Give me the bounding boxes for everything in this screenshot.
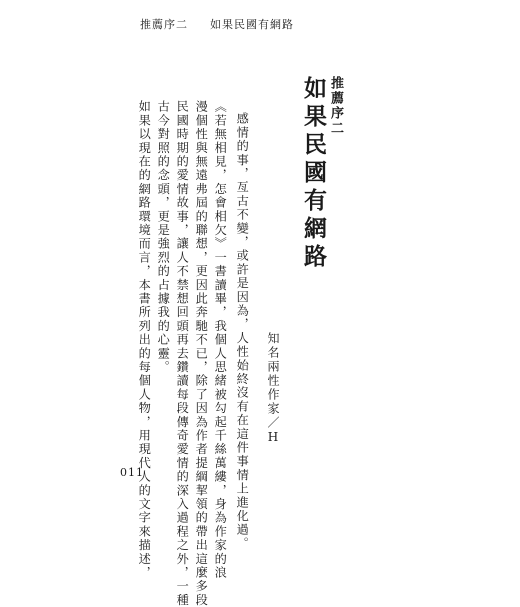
page-number: 011 — [120, 466, 144, 479]
author-credit: 知名兩性作家／H — [266, 332, 280, 446]
body-line: 古今對照的念頭，更是強烈的占據我的心靈。 — [156, 100, 171, 374]
header-title: 如果民國有網路 — [210, 18, 294, 31]
body-line: 漫個性與無遠弗屆的聯想，更因此奔馳不已，除了因為作者提綱挈領的帶出這麼多段 — [194, 100, 209, 607]
chapter-title: 如果民國有網路 — [300, 76, 327, 272]
body-line: 民國時期的愛情故事，讓人不禁想回頭再去鑽讀每段傳奇愛情的深入過程之外，一種 — [175, 100, 190, 607]
series-label: 推薦序二 — [328, 76, 343, 136]
body-line: 如果以現在的網路環境而言，本書所列出的每個人物，用現代人的文字來描述， — [137, 100, 152, 580]
body-line: 《若無相見，怎會相欠》一書讀畢，我個人思緒被勾起千絲萬縷，身為作家的浪 — [213, 100, 228, 580]
running-header — [140, 16, 294, 32]
body-line: 感情的事，亙古不變，或許是因為，人性始終沒有在這件事情上進化過。 — [235, 112, 250, 551]
header-section: 推薦序二 — [140, 18, 188, 31]
